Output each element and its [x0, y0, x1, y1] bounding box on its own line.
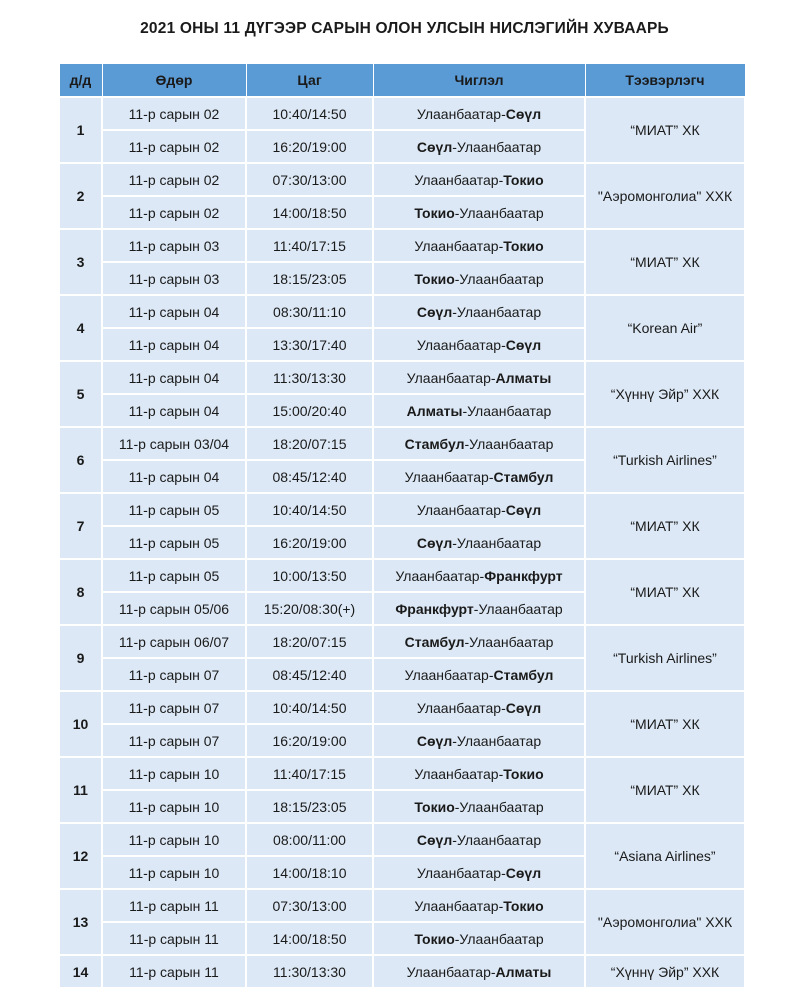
flight-time: 14:00/18:10	[246, 856, 373, 889]
flight-date: 11-р сарын 05	[102, 493, 246, 526]
carrier-name: “Turkish Airlines”	[585, 625, 745, 691]
carrier-name: “МИАТ” ХК	[585, 691, 745, 757]
route-part: -Улаанбаатар	[464, 633, 554, 650]
flight-date: 11-р сарын 04	[102, 328, 246, 361]
flight-route	[373, 625, 585, 658]
flight-route	[373, 130, 585, 163]
flight-date: 11-р сарын 10	[102, 856, 246, 889]
table-row	[59, 823, 745, 856]
flight-route	[373, 97, 585, 130]
table-header-row	[59, 64, 745, 98]
flight-route	[373, 328, 585, 361]
route-destination: Токио	[503, 171, 544, 188]
route-destination: Алматы	[495, 369, 552, 386]
flight-date: 11-р сарын 06/07	[102, 625, 246, 658]
flight-date: 11-р сарын 04	[102, 295, 246, 328]
row-number: 4	[59, 295, 102, 361]
route-destination: Токио	[414, 798, 455, 815]
row-number: 13	[59, 889, 102, 955]
route-destination: Токио	[414, 204, 455, 221]
row-number: 7	[59, 493, 102, 559]
route-destination: Токио	[414, 270, 455, 287]
route-part: Улаанбаатар-	[404, 468, 494, 485]
route-destination: Сөүл	[505, 864, 542, 881]
route-part: Улаанбаатар-	[414, 237, 504, 254]
flight-route	[373, 592, 585, 625]
flight-route	[373, 295, 585, 328]
flight-date: 11-р сарын 03	[102, 262, 246, 295]
table-row	[59, 955, 745, 988]
table-body	[59, 97, 745, 988]
carrier-name: “МИАТ” ХК	[585, 97, 745, 163]
row-number: 2	[59, 163, 102, 229]
flight-route	[373, 493, 585, 526]
carrier-name: “Turkish Airlines”	[585, 427, 745, 493]
flight-schedule-table	[58, 63, 746, 989]
route-part: Улаанбаатар-	[416, 864, 506, 881]
row-number: 14	[59, 955, 102, 988]
carrier-name: “МИАТ” ХК	[585, 559, 745, 625]
flight-time: 10:40/14:50	[246, 97, 373, 130]
flight-time: 11:40/17:15	[246, 229, 373, 262]
flight-time: 08:30/11:10	[246, 295, 373, 328]
flight-route	[373, 658, 585, 691]
flight-date: 11-р сарын 03	[102, 229, 246, 262]
flight-time: 11:30/13:30	[246, 955, 373, 988]
carrier-name: “Asiana Airlines”	[585, 823, 745, 889]
flight-date: 11-р сарын 11	[102, 955, 246, 988]
page-title: 2021 ОНЫ 11 ДҮГЭЭР САРЫН ОЛОН УЛСЫН НИСЛЭГИЙН ХУВААРЬ	[140, 20, 669, 37]
route-part: Улаанбаатар-	[406, 369, 496, 386]
route-part: Улаанбаатар-	[416, 105, 506, 122]
route-part: Улаанбаатар-	[414, 765, 504, 782]
flight-date: 11-р сарын 02	[102, 97, 246, 130]
flight-route	[373, 790, 585, 823]
flight-time: 11:40/17:15	[246, 757, 373, 790]
route-destination: Сөүл	[416, 732, 453, 749]
flight-time: 18:20/07:15	[246, 625, 373, 658]
flight-date: 11-р сарын 10	[102, 757, 246, 790]
route-destination: Сөүл	[416, 831, 453, 848]
flight-time: 11:30/13:30	[246, 361, 373, 394]
flight-date: 11-р сарын 10	[102, 790, 246, 823]
flight-time: 14:00/18:50	[246, 922, 373, 955]
route-part: -Улаанбаатар	[473, 600, 563, 617]
table-row	[59, 295, 745, 328]
flight-date: 11-р сарын 02	[102, 163, 246, 196]
flight-date: 11-р сарын 11	[102, 889, 246, 922]
table-row	[59, 97, 745, 130]
column-header-time: Цаг	[246, 64, 373, 98]
flight-route	[373, 856, 585, 889]
carrier-name: “Korean Air”	[585, 295, 745, 361]
route-destination: Токио	[503, 237, 544, 254]
flight-route	[373, 361, 585, 394]
route-destination: Сөүл	[416, 534, 453, 551]
flight-route	[373, 559, 585, 592]
flight-date: 11-р сарын 11	[102, 922, 246, 955]
route-part: Улаанбаатар-	[416, 699, 506, 716]
table-row	[59, 691, 745, 724]
flight-time: 07:30/13:00	[246, 889, 373, 922]
flight-time: 15:00/20:40	[246, 394, 373, 427]
route-part: Улаанбаатар-	[416, 336, 506, 353]
flight-date: 11-р сарын 03/04	[102, 427, 246, 460]
flight-time: 10:40/14:50	[246, 691, 373, 724]
flight-date: 11-р сарын 07	[102, 724, 246, 757]
flight-time: 14:00/18:50	[246, 196, 373, 229]
route-destination: Токио	[503, 765, 544, 782]
carrier-name: "Аэромонголиа" ХХК	[585, 163, 745, 229]
route-part: Улаанбаатар-	[414, 897, 504, 914]
table-row	[59, 427, 745, 460]
route-destination: Токио	[503, 897, 544, 914]
flight-route	[373, 196, 585, 229]
flight-time: 15:20/08:30(+)	[246, 592, 373, 625]
route-part: -Улаанбаатар	[454, 798, 544, 815]
carrier-name: “МИАТ” ХК	[585, 229, 745, 295]
table-row	[59, 625, 745, 658]
route-destination: Стамбул	[493, 468, 554, 485]
flight-time: 08:00/11:00	[246, 823, 373, 856]
route-part: -Улаанбаатар	[452, 534, 542, 551]
route-destination: Сөүл	[416, 138, 453, 155]
route-destination: Стамбул	[493, 666, 554, 683]
flight-route	[373, 922, 585, 955]
route-part: Улаанбаатар-	[416, 501, 506, 518]
route-destination: Сөүл	[505, 501, 542, 518]
table-row	[59, 493, 745, 526]
row-number: 3	[59, 229, 102, 295]
route-part: -Улаанбаатар	[452, 831, 542, 848]
flight-date: 11-р сарын 05	[102, 559, 246, 592]
route-part: -Улаанбаатар	[454, 270, 544, 287]
carrier-name: “МИАТ” ХК	[585, 493, 745, 559]
route-destination: Токио	[414, 930, 455, 947]
row-number: 1	[59, 97, 102, 163]
flight-route	[373, 229, 585, 262]
route-destination: Алматы	[406, 402, 463, 419]
flight-date: 11-р сарын 04	[102, 460, 246, 493]
carrier-name: “Хүннү Эйр” ХХК	[585, 955, 745, 988]
route-part: -Улаанбаатар	[464, 435, 554, 452]
flight-route	[373, 163, 585, 196]
flight-date: 11-р сарын 07	[102, 691, 246, 724]
row-number: 11	[59, 757, 102, 823]
route-part: -Улаанбаатар	[452, 138, 542, 155]
flight-route	[373, 724, 585, 757]
table-row	[59, 757, 745, 790]
route-destination: Сөүл	[505, 105, 542, 122]
flight-time: 08:45/12:40	[246, 460, 373, 493]
table-row	[59, 163, 745, 196]
carrier-name: “Хүннү Эйр” ХХК	[585, 361, 745, 427]
flight-date: 11-р сарын 10	[102, 823, 246, 856]
route-part: Улаанбаатар-	[404, 666, 494, 683]
flight-date: 11-р сарын 02	[102, 196, 246, 229]
flight-time: 10:00/13:50	[246, 559, 373, 592]
route-part: -Улаанбаатар	[454, 204, 544, 221]
route-destination: Сөүл	[416, 303, 453, 320]
carrier-name: “МИАТ” ХК	[585, 757, 745, 823]
table-row	[59, 229, 745, 262]
flight-date: 11-р сарын 02	[102, 130, 246, 163]
flight-route	[373, 460, 585, 493]
route-destination: Франкфурт	[484, 567, 563, 584]
flight-route	[373, 427, 585, 460]
table-row	[59, 889, 745, 922]
flight-date: 11-р сарын 07	[102, 658, 246, 691]
flight-route	[373, 889, 585, 922]
column-header-carrier: Тээвэрлэгч	[585, 64, 745, 98]
route-part: -Улаанбаатар	[454, 930, 544, 947]
flight-time: 18:20/07:15	[246, 427, 373, 460]
table-row	[59, 361, 745, 394]
flight-route	[373, 955, 585, 988]
flight-time: 18:15/23:05	[246, 790, 373, 823]
flight-time: 13:30/17:40	[246, 328, 373, 361]
flight-route	[373, 262, 585, 295]
flight-date: 11-р сарын 05	[102, 526, 246, 559]
carrier-name: "Аэромонголиа" ХХК	[585, 889, 745, 955]
row-number: 10	[59, 691, 102, 757]
flight-time: 08:45/12:40	[246, 658, 373, 691]
route-destination: Сөүл	[505, 699, 542, 716]
flight-route	[373, 691, 585, 724]
flight-time: 16:20/19:00	[246, 724, 373, 757]
flight-route	[373, 394, 585, 427]
route-part: Улаанбаатар-	[406, 963, 496, 980]
flight-route	[373, 823, 585, 856]
flight-date: 11-р сарын 04	[102, 361, 246, 394]
route-destination: Франкфурт	[395, 600, 474, 617]
row-number: 9	[59, 625, 102, 691]
route-destination: Алматы	[495, 963, 552, 980]
column-header-number: д/д	[59, 64, 102, 98]
table-row	[59, 559, 745, 592]
row-number: 8	[59, 559, 102, 625]
route-part: -Улаанбаатар	[452, 303, 542, 320]
flight-date: 11-р сарын 05/06	[102, 592, 246, 625]
column-header-route: Чиглэл	[373, 64, 585, 98]
flight-date: 11-р сарын 04	[102, 394, 246, 427]
route-part: -Улаанбаатар	[452, 732, 542, 749]
flight-route	[373, 526, 585, 559]
flight-time: 10:40/14:50	[246, 493, 373, 526]
flight-time: 18:15/23:05	[246, 262, 373, 295]
column-header-date: Өдөр	[102, 64, 246, 98]
route-destination: Стамбул	[404, 435, 465, 452]
route-part: Улаанбаатар-	[414, 171, 504, 188]
row-number: 5	[59, 361, 102, 427]
row-number: 6	[59, 427, 102, 493]
flight-time: 07:30/13:00	[246, 163, 373, 196]
row-number: 12	[59, 823, 102, 889]
flight-route	[373, 757, 585, 790]
route-destination: Стамбул	[404, 633, 465, 650]
flight-time: 16:20/19:00	[246, 130, 373, 163]
route-part: -Улаанбаатар	[462, 402, 552, 419]
route-destination: Сөүл	[505, 336, 542, 353]
route-part: Улаанбаатар-	[395, 567, 485, 584]
flight-time: 16:20/19:00	[246, 526, 373, 559]
